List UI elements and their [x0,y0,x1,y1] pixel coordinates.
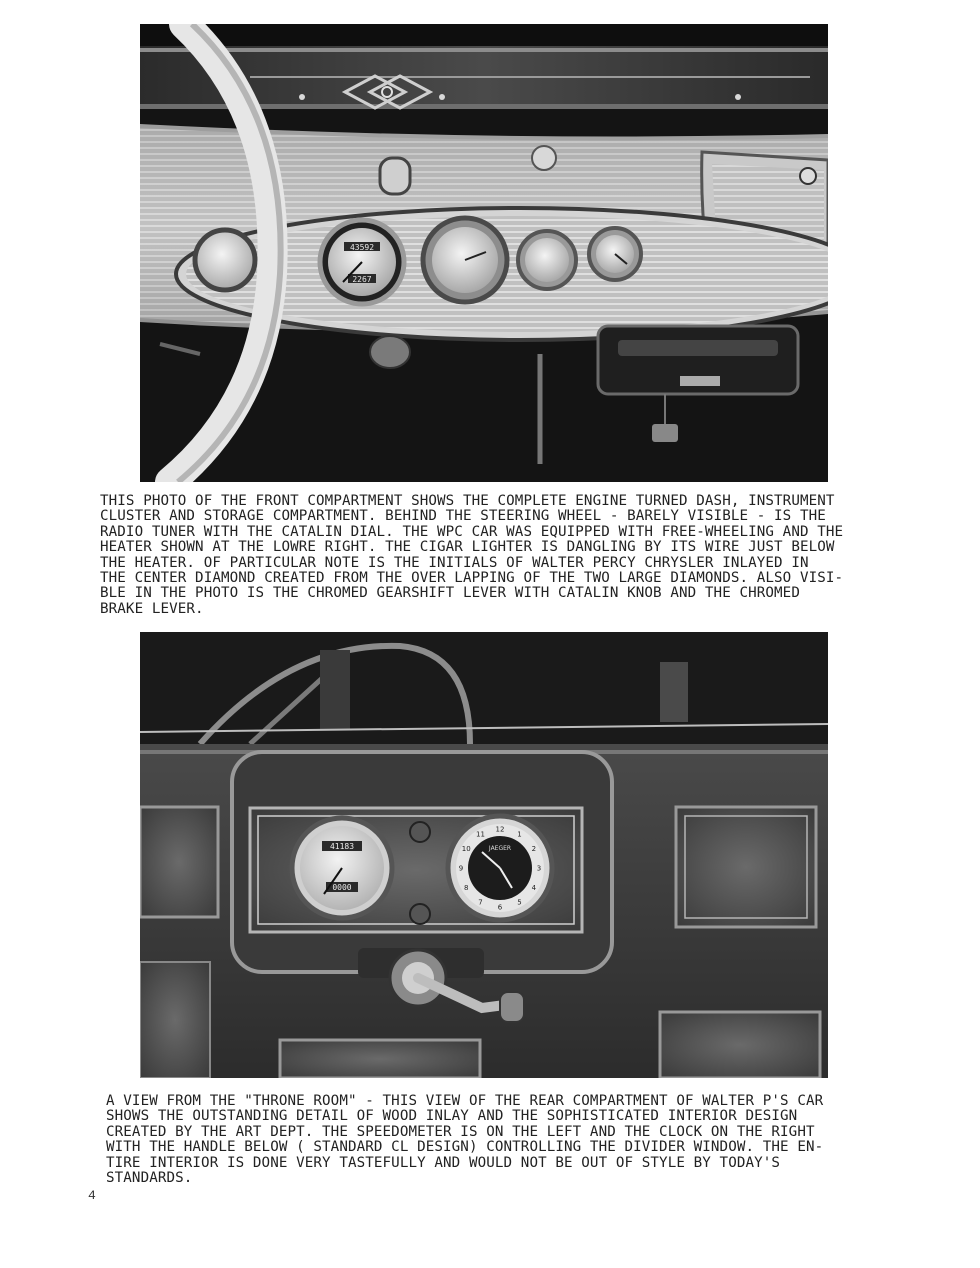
front-compartment-photo [140,24,828,482]
front-odometer-lower: 2267 [352,275,372,284]
caption-line: CREATED BY THE ART DEPT. THE SPEEDOMETER IS ON THE LEFT AND THE CLOCK ON THE RIGHT [106,1123,815,1140]
clock-numeral: 1 [517,830,522,839]
caption-line: BRAKE LEVER. [100,600,204,617]
clock-numeral: 11 [476,830,485,839]
caption-line: STANDARDS. [106,1170,193,1187]
caption-line: WITH THE HANDLE BELOW ( STANDARD CL DESIGN) CONTROLLING THE DIVIDER WINDOW. THE EN- [106,1139,824,1156]
clock-numeral: 3 [536,864,542,873]
caption-line: TIRE INTERIOR IS DONE VERY TASTEFULLY AND WOULD NOT BE OUT OF STYLE BY TODAY'S [106,1154,781,1171]
caption-line: A VIEW FROM THE "THRONE ROOM" - THIS VIEW OF THE REAR COMPARTMENT OF WALTER P'S CAR [106,1093,824,1109]
rear-odometer-lower: 0000 [332,883,352,892]
clock-numeral: 6 [497,903,503,912]
clock-numeral: 12 [495,825,505,834]
front-odometer-upper: 43592 [349,243,375,252]
clock-numeral: 10 [461,845,471,853]
clock-brand: JAEGER [488,845,512,852]
clock-numeral: 9 [458,864,464,873]
rear-photo-caption [106,1094,906,1186]
caption-line: BLE IN THE PHOTO IS THE CHROMED GEARSHIFT LEVER WITH CATALIN KNOB AND THE CHROMED [100,585,800,602]
clock-numeral: 4 [531,884,537,892]
caption-line: SHOWS THE OUTSTANDING DETAIL OF WOOD INLAY AND THE SOPHISTICATED INTERIOR DESIGN [106,1108,798,1125]
caption-line: CLUSTER AND STORAGE COMPARTMENT. BEHIND THE STEERING WHEEL - BARELY VISIBLE - IS THE [100,508,826,525]
page-number: 4 [88,1188,96,1203]
front-photo-caption [100,494,910,617]
clock-numeral: 5 [517,898,522,907]
caption-line: THIS PHOTO OF THE FRONT COMPARTMENT SHOWS THE COMPLETE ENGINE TURNED DASH, INSTRUMENT [100,493,835,509]
rear-odometer-upper: 41183 [329,842,355,851]
caption-line: THE CENTER DIAMOND CREATED FROM THE OVER LAPPING OF THE TWO LARGE DIAMONDS. ALSO VISI- [100,570,844,587]
caption-line: RADIO TUNER WITH THE CATALIN DIAL. THE WPC CAR WAS EQUIPPED WITH FREE-WHEELING AND THE [100,523,844,540]
caption-line: THE HEATER. OF PARTICULAR NOTE IS THE INITIALS OF WALTER PERCY CHRYSLER INLAYED IN [100,554,809,571]
caption-line: HEATER SHOWN AT THE LOWRE RIGHT. THE CIGAR LIGHTER IS DANGLING BY ITS WIRE JUST BELOW [100,539,835,556]
clock-numeral: 8 [463,884,469,892]
rear-compartment-photo [140,632,828,1078]
clock-numeral: 2 [531,845,537,853]
clock-numeral: 7 [478,898,483,907]
